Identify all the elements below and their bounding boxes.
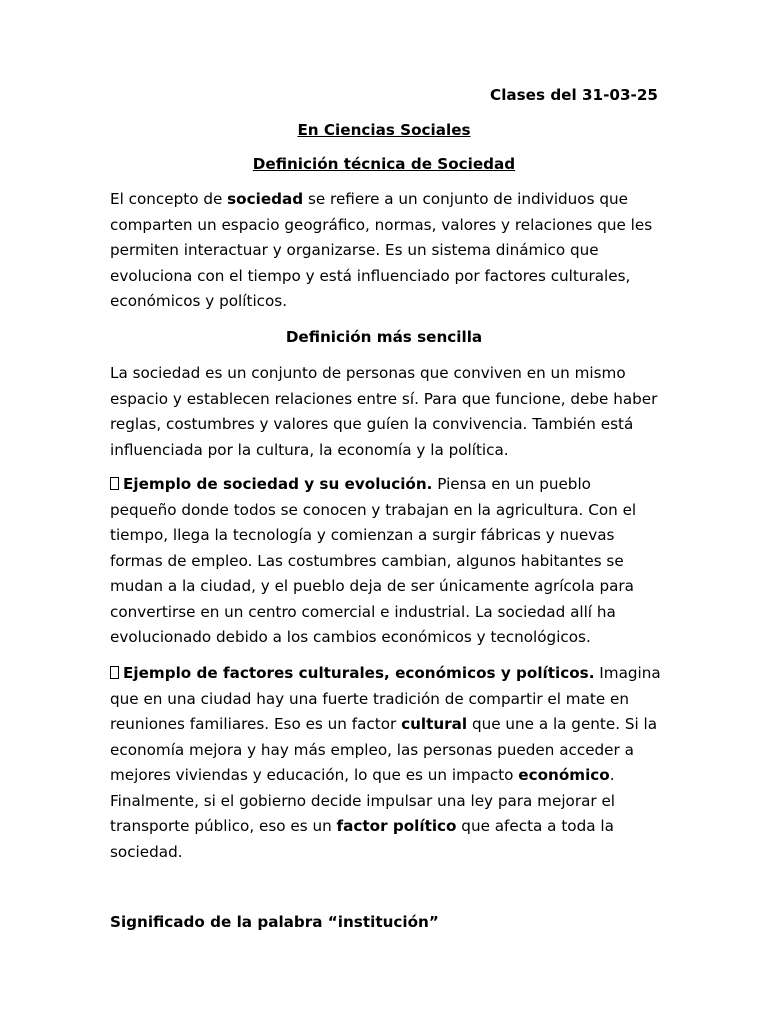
bold-text-run: factor político [336,817,457,835]
subject-heading: En Ciencias Sociales [297,121,471,139]
text-run: se refiere a un conjunto de individuos que comparten un espacio geográfico, normas, valores y relaciones que les permiten interactuar y organizarse. Es un sistema dinámico que evoluciona con el tiempo y está influenciado por factores culturales, económicos y políticos. [110,190,653,310]
missing-glyph-icon [110,477,119,490]
institution-heading: Significado de la palabra “institución” [110,913,439,931]
text-run: . Finalmente, si el gobierno decide impulsar una ley para mejorar el transporte público, eso es un [110,766,616,835]
factors-example-paragraph [110,661,662,865]
bold-text-run: Ejemplo de factores culturales, económicos y políticos. [123,664,595,682]
technical-definition-heading: Definición técnica de Sociedad [252,155,516,173]
simple-definition-paragraph [110,361,662,463]
date-line: Clases del 31-03-25 [490,86,658,104]
bold-text-run: económico [518,766,610,784]
text-run: El concepto de [110,190,228,208]
factors-example-text [110,664,661,861]
evolution-example-text [110,475,636,646]
text-run: Imagina que en una ciudad hay una fuerte tradición de compartir el mate en reuniones familiares. Eso es un factor [110,664,661,733]
text-run: Piensa en un pueblo pequeño donde todos se conocen y trabajan en la agricultura. Con el tiempo, llega la tecnología y comienzan a surgir fábricas y nuevas formas de empleo. Las costumbres cambian, algunos habitantes se mudan a la ciudad, y el pueblo deja de ser únicamente agrícola para convertirse en un centro comercial e industrial. La sociedad allí ha evolucionado debido a los cambios económicos y tecnológicos. [110,475,637,646]
text-run: La sociedad es un conjunto de personas que conviven en un mismo espacio y establecen relaciones entre sí. Para que funcione, debe haber reglas, costumbres y valores que guíen la convivencia. También está influenciada por la cultura, la economía y la política. [110,364,658,459]
technical-definition-paragraph [110,187,662,315]
evolution-example-paragraph [110,472,662,651]
text-run: que afecta a toda la sociedad. [110,817,614,861]
bold-text-run: cultural [401,715,468,733]
bold-text-run: sociedad [227,190,304,208]
missing-glyph-icon [110,666,119,679]
simple-definition-heading: Definición más sencilla [285,328,483,346]
text-run: que une a la gente. Si la economía mejora y hay más empleo, las personas pueden acceder a mejores viviendas y educación, lo que es un impacto [110,715,658,784]
bold-text-run: Ejemplo de sociedad y su evolución. [123,475,433,493]
